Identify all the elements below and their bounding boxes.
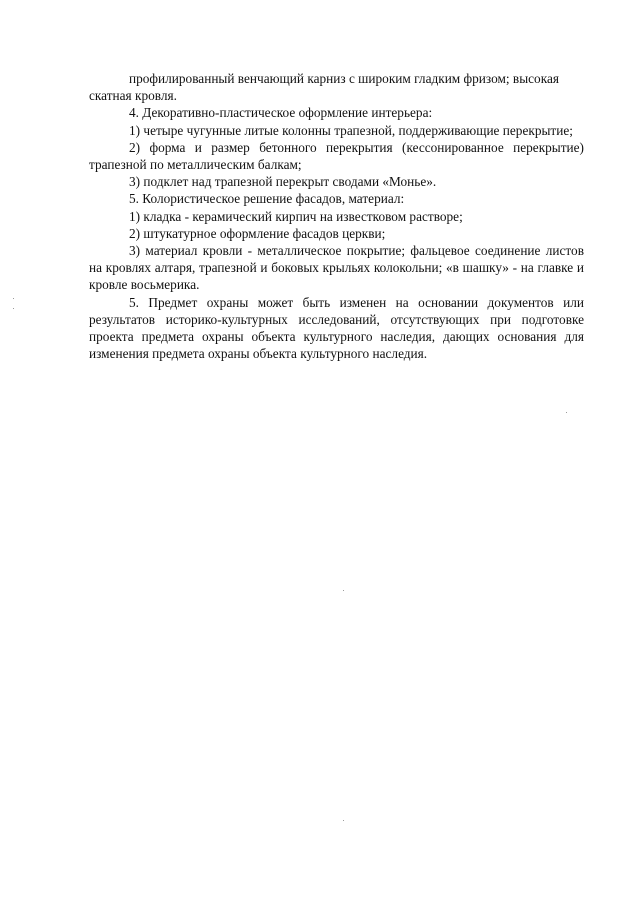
paragraph-interior-item-2: 2) форма и размер бетонного перекрытия (кессонированное перекрытие) трапезной по металлическим балкам; — [89, 139, 584, 173]
paragraph-interior-item-3: 3) подклет над трапезной перекрыт сводами «Монье». — [129, 174, 437, 190]
paragraph-protection-change: 5. Предмет охраны может быть изменен на основании документов или результатов историко-культурных исследований, отсутствующих при подготовке проекта предмета охраны объекта культурного наследия, дающих основания для изменения предмета охраны объекта культурного наследия. — [89, 294, 584, 362]
paragraph-roof-description: профилированный венчающий карниз с широким гладким фризом; высокая скатная кровля. — [89, 71, 559, 104]
paragraph-color-item-2: 2) штукатурное оформление фасадов церкви; — [129, 225, 386, 241]
scan-speck — [13, 308, 14, 309]
scan-speck — [343, 820, 344, 821]
document-body — [89, 70, 584, 362]
paragraph-interior-heading: 4. Декоративно-пластическое оформление интерьера: — [129, 105, 433, 121]
paragraph-interior-item-1: 1) четыре чугунные литые колонны трапезной, поддерживающие перекрытие; — [129, 122, 573, 138]
paragraph-color-item-3: 3) материал кровли - металлическое покрытие; фальцевое соединение листов на кровлях алтаря, трапезной и боковых крыльях колокольни; «в шашку» - на главке и кровле восьмерика. — [89, 243, 584, 293]
scan-speck — [13, 298, 14, 299]
paragraph-color-item-1: 1) кладка - керамический кирпич на известковом растворе; — [129, 208, 463, 224]
paragraph-color-heading: 5. Колористическое решение фасадов, материал: — [129, 191, 405, 207]
scan-speck — [343, 590, 344, 591]
scan-speck — [566, 412, 567, 413]
